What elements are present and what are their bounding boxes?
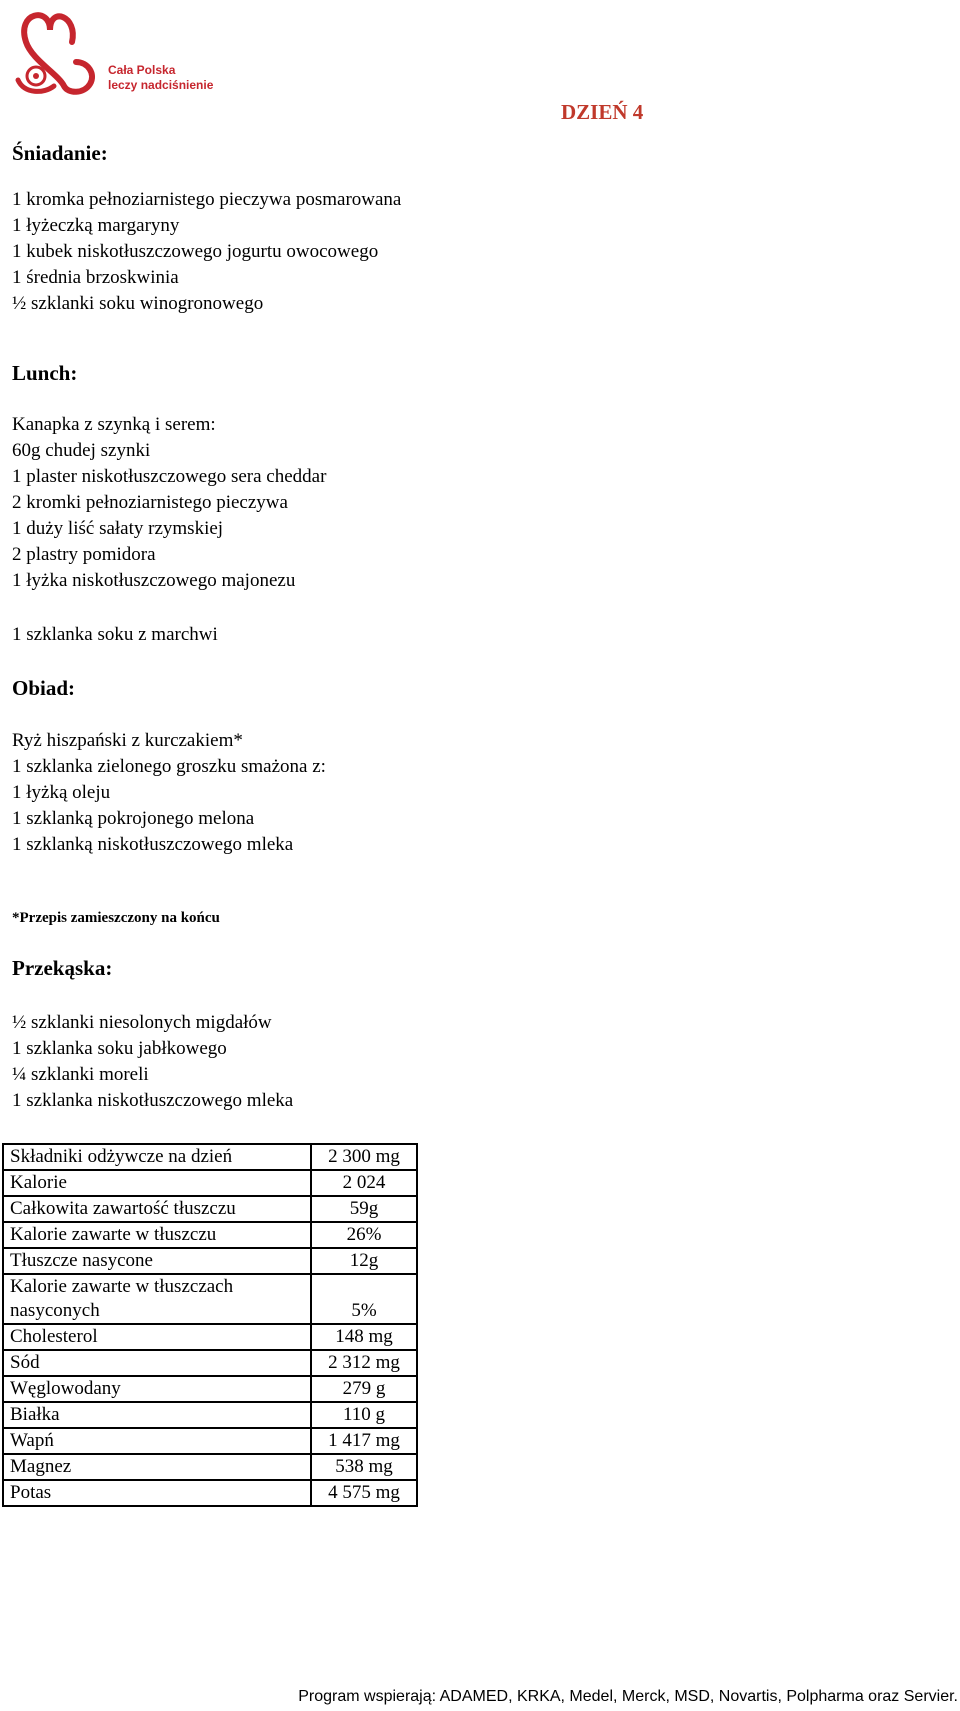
list-item: 1 kubek niskotłuszczowego jogurtu owocowego xyxy=(12,241,379,262)
table-row xyxy=(3,1144,417,1170)
list-item: 2 plastry pomidora xyxy=(12,544,156,565)
table-row xyxy=(3,1196,417,1222)
dinner-title: Obiad: xyxy=(12,676,76,700)
nutrient-value: 2 024 xyxy=(311,1170,417,1196)
nutrient-value: 2 312 mg xyxy=(311,1350,417,1376)
table-row xyxy=(3,1402,417,1428)
list-item: 1 szklanka zielonego groszku smażona z: xyxy=(12,756,326,777)
list-item: 1 szklanka niskotłuszczowego mleka xyxy=(12,1090,294,1111)
list-item: Ryż hiszpański z kurczakiem* xyxy=(12,730,243,751)
list-item: 1 szklanką pokrojonego melona xyxy=(12,808,255,829)
list-item: 1 łyżka niskotłuszczowego majonezu xyxy=(12,570,296,591)
table-row xyxy=(3,1480,417,1506)
lunch-title: Lunch: xyxy=(12,361,78,385)
table-row xyxy=(3,1324,417,1350)
list-item: 1 duży liść sałaty rzymskiej xyxy=(12,518,224,539)
list-item: 1 kromka pełnoziarnistego pieczywa posmarowana xyxy=(12,189,402,210)
logo-line-1: Cała Polska xyxy=(108,63,176,77)
day-title: DZIEŃ 4 xyxy=(561,100,644,124)
nutrient-value: 4 575 mg xyxy=(311,1480,417,1506)
list-item: 1 łyżeczką margaryny xyxy=(12,215,180,236)
nutrient-value: 12g xyxy=(311,1248,417,1274)
campaign-logo xyxy=(10,2,220,104)
nutrient-name: Magnez xyxy=(3,1454,311,1480)
snack-list xyxy=(12,1010,293,1114)
list-item: 2 kromki pełnoziarnistego pieczywa xyxy=(12,492,288,513)
nutrient-value: 148 mg xyxy=(311,1324,417,1350)
list-item: 1 średnia brzoskwinia xyxy=(12,267,179,288)
nutrient-name: Całkowita zawartość tłuszczu xyxy=(3,1196,311,1222)
list-item: 60g chudej szynki xyxy=(12,440,151,461)
table-row xyxy=(3,1170,417,1196)
list-item: 1 plaster niskotłuszczowego sera cheddar xyxy=(12,466,327,487)
table-row xyxy=(3,1222,417,1248)
list-item: 1 łyżką oleju xyxy=(12,782,111,803)
nutrient-name: Kalorie xyxy=(3,1170,311,1196)
stethoscope-heart-icon xyxy=(10,2,110,102)
nutrient-name: Kalorie zawarte w tłuszczach nasyconych xyxy=(3,1274,311,1324)
nutrient-name: Kalorie zawarte w tłuszczu xyxy=(3,1222,311,1248)
lunch-list xyxy=(12,412,326,594)
lunch-extra xyxy=(12,622,218,648)
logo-line-2: leczy nadciśnienie xyxy=(108,78,214,92)
list-item: 1 szklanka soku jabłkowego xyxy=(12,1038,227,1059)
nutrient-value: 59g xyxy=(311,1196,417,1222)
table-row xyxy=(3,1350,417,1376)
nutrient-name: Potas xyxy=(3,1480,311,1506)
dinner-list xyxy=(12,728,326,858)
breakfast-list xyxy=(12,187,401,317)
list-item: ½ szklanki soku winogronowego xyxy=(12,293,264,314)
list-item: 1 szklanka soku z marchwi xyxy=(12,624,218,645)
recipe-note: *Przepis zamieszczony na końcu xyxy=(12,910,220,926)
nutrient-value: 1 417 mg xyxy=(311,1428,417,1454)
table-row xyxy=(3,1274,417,1324)
nutrient-value: 26% xyxy=(311,1222,417,1248)
breakfast-title: Śniadanie: xyxy=(12,141,108,165)
table-row xyxy=(3,1454,417,1480)
nutrient-value: 279 g xyxy=(311,1376,417,1402)
nutrient-value: 5% xyxy=(311,1274,417,1324)
nutrient-value: 538 mg xyxy=(311,1454,417,1480)
logo-text xyxy=(108,63,213,93)
list-item: 1 szklanką niskotłuszczowego mleka xyxy=(12,834,294,855)
nutrient-name: Węglowodany xyxy=(3,1376,311,1402)
nutrient-name: Tłuszcze nasycone xyxy=(3,1248,311,1274)
nutrient-name: Białka xyxy=(3,1402,311,1428)
nutrient-name: Sód xyxy=(3,1350,311,1376)
list-item: ¼ szklanki moreli xyxy=(12,1064,149,1085)
nutrition-table xyxy=(2,1143,418,1507)
snack-title: Przekąska: xyxy=(12,956,113,980)
list-item: Kanapka z szynką i serem: xyxy=(12,414,216,435)
nutrient-name: Wapń xyxy=(3,1428,311,1454)
nutrient-value: 110 g xyxy=(311,1402,417,1428)
table-row xyxy=(3,1376,417,1402)
nutrient-value: 2 300 mg xyxy=(311,1144,417,1170)
nutrient-name: Cholesterol xyxy=(3,1324,311,1350)
table-row xyxy=(3,1248,417,1274)
list-item: ½ szklanki niesolonych migdałów xyxy=(12,1012,272,1033)
nutrient-name: Składniki odżywcze na dzień xyxy=(3,1144,311,1170)
table-row xyxy=(3,1428,417,1454)
sponsors-footer: Program wspierają: ADAMED, KRKA, Medel, Merck, MSD, Novartis, Polpharma oraz Servier. xyxy=(298,1688,958,1705)
